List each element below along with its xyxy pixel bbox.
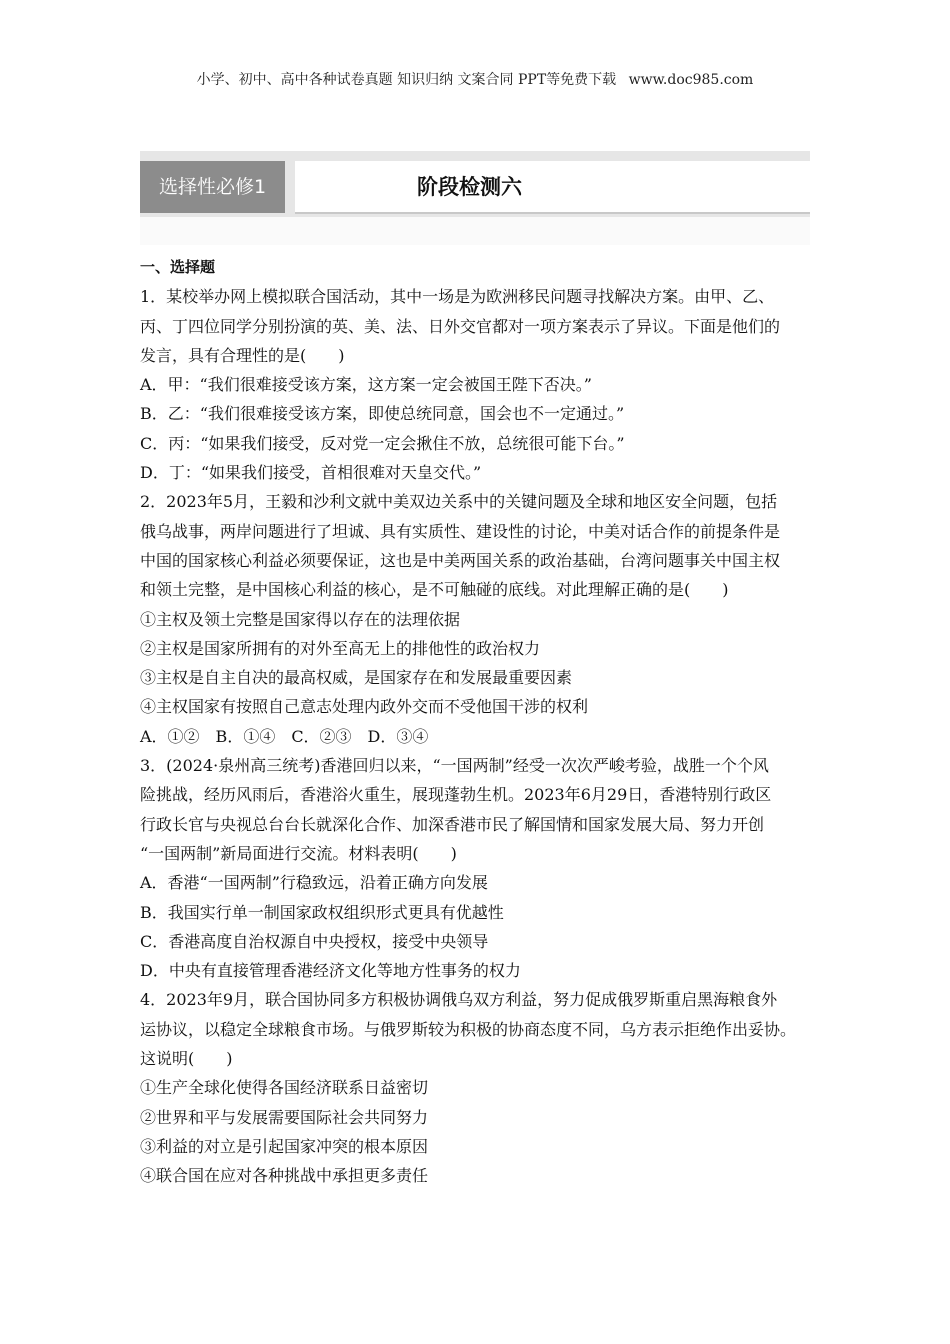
text-line: 2．2023年5月，王毅和沙利文就中美双边关系中的关键问题及全球和地区安全问题，包括 (140, 492, 778, 512)
module-tag: 选择性必修1 (140, 161, 285, 213)
text-line: B．乙：“我们很难接受该方案，即使总统同意，国会也不一定通过。” (140, 404, 625, 424)
text-line: ④主权国家有按照自己意志处理内政外交而不受他国干涉的权利 (140, 697, 589, 717)
text-line: ①生产全球化使得各国经济联系日益密切 (140, 1078, 429, 1098)
text-line: D．中央有直接管理香港经济文化等地方性事务的权力 (140, 961, 521, 981)
text-line: 发言，具有合理性的是( ) (140, 345, 345, 365)
text-line: 这说明( ) (140, 1049, 233, 1069)
text-line: A．甲：“我们很难接受该方案，这方案一定会被国王陛下否决。” (140, 375, 592, 395)
title-box (295, 161, 810, 214)
text-line: 中国的国家核心利益必须要保证，这也是中美两国关系的政治基础，台湾问题事关中国主权 (140, 550, 781, 570)
text-line: 运协议，以稳定全球粮食市场。与俄罗斯较为积极的协商态度不同，乌方表示拒绝作出妥协。 (140, 1019, 797, 1039)
text-line: 和领土完整，是中国核心利益的核心，是不可触碰的底线。对此理解正确的是( ) (140, 580, 729, 600)
text-line: 行政长官与央视总台台长就深化合作、加深香港市民了解国情和国家发展大局、努力开创 (140, 814, 765, 834)
text-line: ②主权是国家所拥有的对外至高无上的排他性的政治权力 (140, 638, 541, 658)
text-line: ②世界和平与发展需要国际社会共同努力 (140, 1107, 429, 1127)
section-banner (140, 151, 810, 217)
text-line: “一国两制”新局面进行交流。材料表明( ) (140, 843, 457, 863)
header-note-url[interactable]: www.doc985.com (628, 72, 754, 88)
text-line: ③主权是自主自决的最高权威，是国家存在和发展最重要因素 (140, 668, 573, 688)
text-line: A．香港“一国两制”行稳致远，沿着正确方向发展 (140, 873, 488, 893)
text-line: 俄乌战事，两岸问题进行了坦诚、具有实质性、建设性的讨论，中美对话合作的前提条件是 (140, 521, 781, 541)
text-line: D．丁：“如果我们接受，首相很难对天皇交代。” (140, 463, 482, 483)
text-line: ④联合国在应对各种挑战中承担更多责任 (140, 1166, 429, 1186)
text-line: 3．(2024·泉州高三统考)香港回归以来，“一国两制”经受一次次严峻考验，战胜一个个风 (140, 756, 769, 776)
banner-shadow (140, 217, 810, 245)
header-note (0, 69, 950, 89)
text-line: 1．某校举办网上模拟联合国活动，其中一场是为欧洲移民问题寻找解决方案。由甲、乙、 (140, 287, 775, 307)
question-content (140, 253, 815, 1191)
header-note-text: 小学、初中、高中各种试卷真题 知识归纳 文案合同 PPT等免费下载 (196, 72, 617, 88)
text-line: B．我国实行单一制国家政权组织形式更具有优越性 (140, 902, 504, 922)
text-line: 丙、丁四位同学分别扮演的英、美、法、日外交官都对一项方案表示了异议。下面是他们的 (140, 316, 781, 336)
page-title: 阶段检测六 (417, 175, 522, 199)
text-line: C．丙：“如果我们接受，反对党一定会揪住不放，总统很可能下台。” (140, 433, 625, 453)
section-heading: 一、选择题 (140, 258, 216, 276)
text-line: 险挑战，经历风雨后，香港浴火重生，展现蓬勃生机。2023年6月29日，香港特别行政区 (140, 785, 772, 805)
text-line: ③利益的对立是引起国家冲突的根本原因 (140, 1136, 429, 1156)
text-line: C．香港高度自治权源自中央授权，接受中央领导 (140, 931, 489, 951)
text-line: A．①② B．①④ C．②③ D．③④ (140, 726, 429, 746)
text-line: 4．2023年9月，联合国协同多方积极协调俄乌双方利益，努力促成俄罗斯重启黑海粮食外 (140, 990, 778, 1010)
text-line: ①主权及领土完整是国家得以存在的法理依据 (140, 609, 461, 629)
